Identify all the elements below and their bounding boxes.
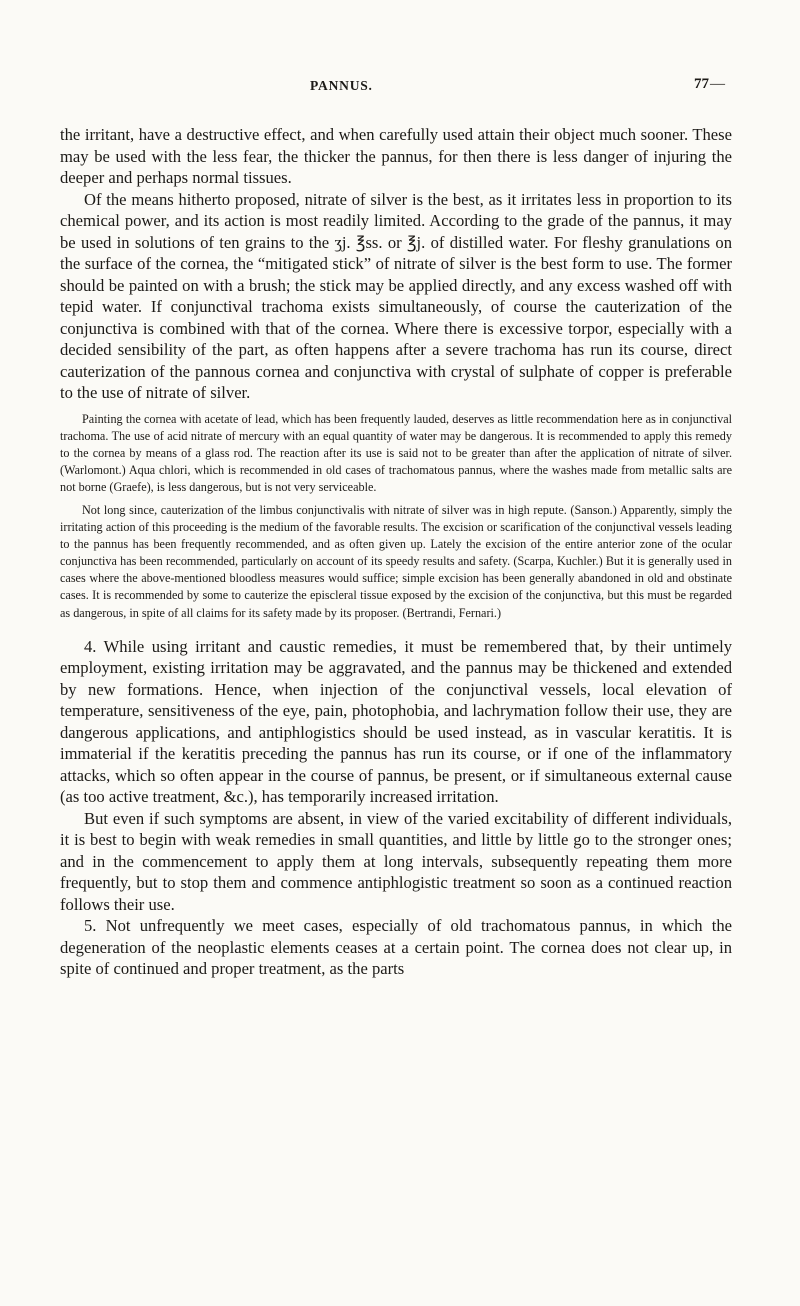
small-print-note: Painting the cornea with acetate of lead, which has been frequently lauded, deserves as little recommendation here as in conjunctival trachoma. The use of acid nitrate of mercury with an equal quantity of water may be dangerous. It is recommended to apply this remedy to the cornea by means of a glass rod. The reaction after its use is said not to be greater than after the application of nitrate of silver. (Warlomont.) Aqua chlori, which is recommended in old cases of trachomatous pannus, where the washes made from metallic salts are not borne (Graefe), is less dangerous, but is not very serviceable. xyxy=(60,411,732,494)
paragraph: 4. While using irritant and caustic remedies, it must be remembered that, by their untimely employment, existing irritation may be aggravated, and the pannus may be thickened and extended by new formations. Hence, when injection of the conjunctival vessels, local elevation of temperature, sensitiveness of the eye, pain, photophobia, and lachrymation follow their use, they are dangerous applications, and antiphlogistics should be used instead, as in vascular keratitis. It is immaterial if the keratitis preceding the pannus has run its course, or if one of the inflammatory attacks, which so often appear in the course of pannus, be present, or if simultaneous external cause (as too active treatment, &c.), has temporarily increased irritation. xyxy=(60,636,732,807)
paragraph: the irritant, have a destructive effect, and when carefully used attain their object much sooner. These may be used with the less fear, the thicker the pannus, for then there is less danger of injuring the deeper and perhaps normal tissues. xyxy=(60,125,732,187)
paragraph: Of the means hitherto proposed, nitrate of silver is the best, as it irritates less in proportion to its chemical power, and its action is most readily limited. According to the grade of the pannus, it may be used in solutions of ten grains to the ʒj. ℥ss. or ℥j. of distilled water. For fleshy granulations on the surface of the cornea, the “mitigated stick” of nitrate of silver is the best form to use. The former should be painted on with a brush; the stick may be applied directly, and any excess washed off with tepid water. If conjunctival trachoma exists simultaneously, of course the cauterization of the conjunctiva is combined with that of the cornea. Where there is excessive torpor, especially with a decided sensibility of the part, as often happens after a severe trachoma has run its course, direct cauterization of the pannous cornea and conjunctiva with crystal of sulphate of copper is preferable to the use of nitrate of silver. xyxy=(60,189,732,402)
section-gap xyxy=(60,628,732,636)
page-number: 77 — xyxy=(694,76,725,93)
page-header xyxy=(0,78,800,100)
paragraph: But even if such symptoms are absent, in view of the varied excitability of different individuals, it is best to begin with weak remedies in small quantities, and little by little go to the stronger ones; and in the commencement to apply them at long intervals, subsequently repeating them more frequently, but to stop them and commence antiphlogistic treatment so soon as a continued reaction follows their use. xyxy=(60,808,732,914)
running-head: PANNUS. xyxy=(310,78,373,93)
body-text xyxy=(60,124,732,980)
small-print-note: Not long since, cauterization of the limbus conjunctivalis with nitrate of silver was in high repute. (Sanson.) Apparently, simply the irritating action of this proceeding is the medium of the favorable results. The excision or scarification of the conjunctival vessels leading to the pannus has been frequently recommended, and as often given up. Lately the excision of the entire anterior zone of the ocular conjunctiva has been recommended, particularly on account of its speedy results and safety. (Scarpa, Kuchler.) But it is generally used in cases where the above-mentioned bloodless measures would suffice; simple excision has been generally abandoned in old and obstinate cases. It is recommended by some to cauterize the episcleral tissue exposed by the excision of the conjunctiva, but this must be regarded as dangerous, in spite of all claims for its safety made by its proposer. (Bertrandi, Fernari.) xyxy=(60,502,732,620)
paragraph: 5. Not unfrequently we meet cases, especially of old trachomatous pannus, in which the degeneration of the neoplastic elements ceases at a certain point. The cornea does not clear up, in spite of continued and proper treatment, as the parts xyxy=(60,916,732,979)
